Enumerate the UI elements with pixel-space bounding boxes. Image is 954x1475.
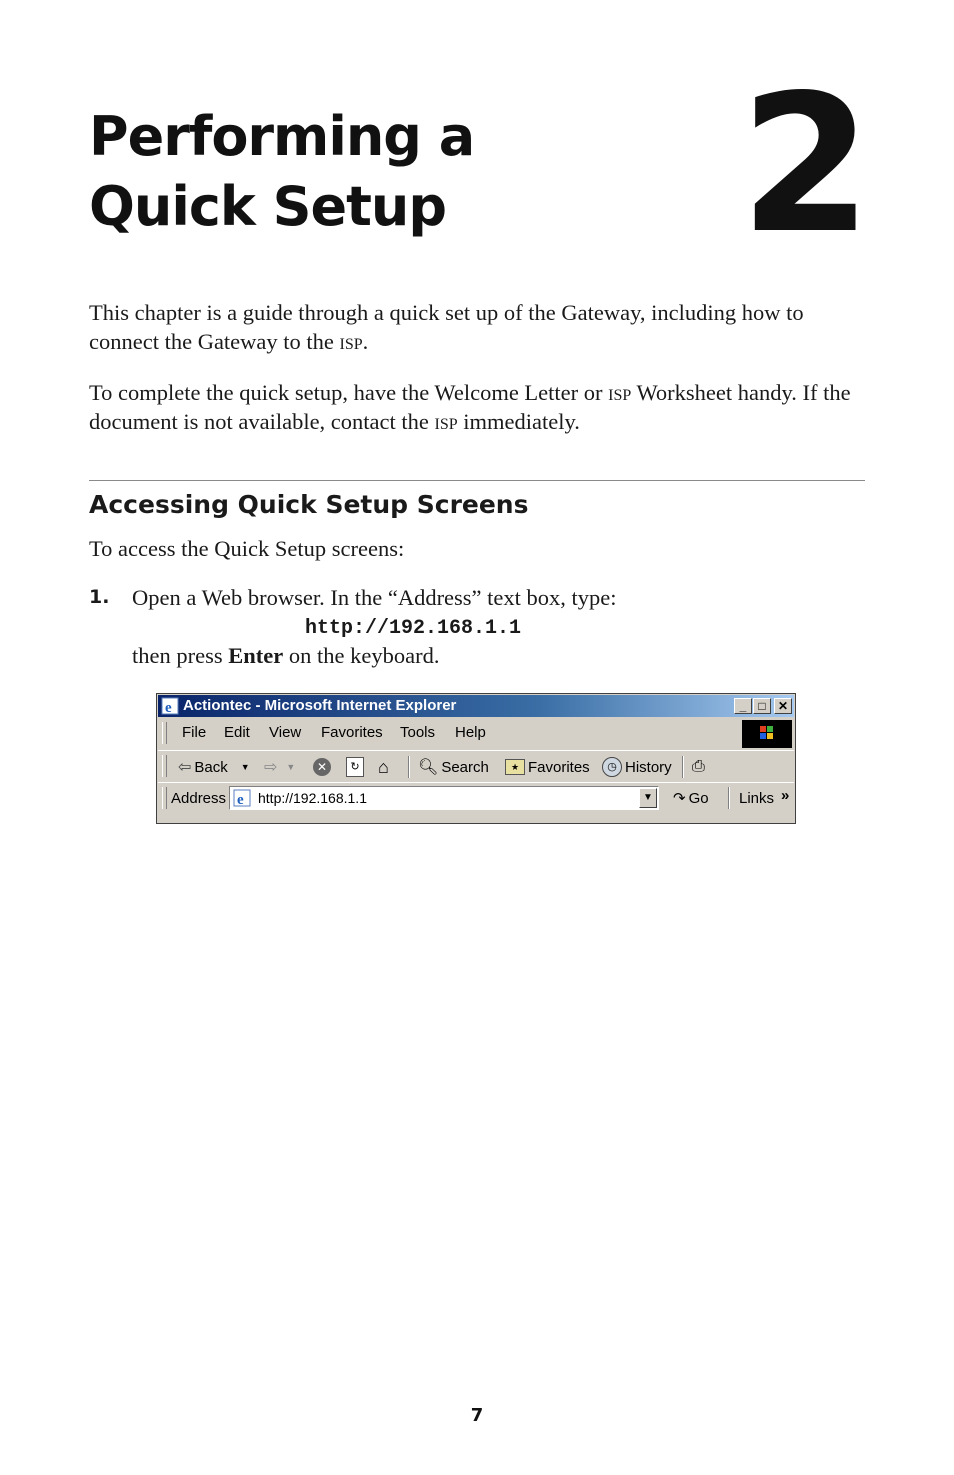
section-lead: To access the Quick Setup screens:	[89, 536, 405, 561]
chevron-down-icon: ▼	[240, 762, 250, 772]
intro-p1-end: .	[362, 329, 369, 354]
svg-text:e: e	[237, 792, 244, 807]
toolbar-grip	[162, 722, 167, 744]
chevron-down-icon[interactable]: ▼	[639, 788, 657, 808]
chapter-title	[89, 102, 474, 242]
intro-p2-text-b: Worksheet handy. If the document is not available, contact the	[89, 380, 851, 434]
step-number: 1.	[89, 586, 110, 608]
chevron-down-icon: ▼	[286, 762, 296, 772]
section-divider	[89, 480, 865, 481]
browser-window-screenshot	[156, 693, 796, 824]
back-button[interactable]	[178, 756, 250, 778]
menu-file[interactable]: File	[182, 724, 207, 741]
toolbar-separator	[408, 756, 410, 778]
refresh-button[interactable]	[346, 756, 364, 778]
ie-logo-icon	[161, 697, 179, 715]
intro-paragraph-1	[89, 298, 864, 356]
stop-button[interactable]	[313, 756, 331, 778]
menu-bar	[158, 718, 794, 748]
toolbar-grip	[162, 755, 167, 777]
isp-abbr: isp	[608, 380, 632, 405]
step-1-text-b: on the keyboard.	[283, 643, 440, 668]
menu-tools[interactable]: Tools	[400, 724, 436, 741]
menu-help[interactable]: Help	[455, 724, 486, 741]
history-icon: ◷	[602, 757, 622, 777]
maximize-icon[interactable]: □	[753, 698, 771, 714]
history-button[interactable]	[602, 756, 672, 778]
intro-p2-text-a: To complete the quick setup, have the Welcome Letter or	[89, 380, 609, 405]
intro-p2-text-c: immediately.	[457, 409, 580, 434]
menu-favorites[interactable]: Favorites	[321, 724, 383, 741]
standard-toolbar	[158, 750, 794, 781]
print-button[interactable]	[692, 756, 705, 778]
isp-abbr: isp	[434, 409, 458, 434]
search-icon: 🔍︎	[418, 759, 439, 776]
section-heading: Accessing Quick Setup Screens	[89, 490, 529, 519]
links-button[interactable]	[739, 787, 789, 809]
address-input[interactable]	[229, 786, 659, 810]
close-icon[interactable]: ✕	[774, 698, 792, 714]
chapter-title-line-2: Quick Setup	[89, 175, 447, 238]
address-value: http://192.168.1.1	[258, 790, 367, 806]
intro-paragraph-2	[89, 378, 864, 436]
go-arrow-icon: ↷	[673, 790, 686, 807]
page-icon	[233, 789, 251, 807]
toolbar-separator	[682, 756, 684, 778]
links-label: Links	[739, 789, 775, 807]
address-bar	[158, 782, 794, 813]
address-label: Address	[171, 790, 227, 807]
menu-view[interactable]: View	[269, 724, 302, 741]
back-arrow-icon: ⇦	[178, 759, 192, 776]
chevron-more-icon: »	[781, 786, 790, 804]
go-button[interactable]	[673, 787, 709, 809]
forward-button[interactable]	[264, 756, 295, 778]
step-1-continuation	[132, 643, 439, 669]
chapter-number: 2	[739, 54, 866, 275]
step-1-instruction: Open a Web browser. In the “Address” text box, type:	[132, 585, 617, 610]
menu-edit[interactable]: Edit	[224, 724, 250, 741]
printer-icon: ⎙	[692, 758, 705, 775]
window-title: Actiontec - Microsoft Internet Explorer	[183, 697, 457, 714]
favorites-button[interactable]	[505, 756, 590, 778]
search-label: Search	[441, 758, 489, 776]
forward-arrow-icon: ⇨	[264, 759, 278, 776]
history-label: History	[625, 758, 672, 776]
home-button[interactable]	[378, 756, 389, 778]
step-1-text-a: then press	[132, 643, 229, 668]
svg-text:e: e	[165, 700, 172, 715]
back-label: Back	[194, 758, 228, 776]
search-button[interactable]	[418, 756, 489, 778]
chapter-title-line-1: Performing a	[89, 105, 475, 168]
favorites-label: Favorites	[528, 758, 590, 776]
favorites-folder-icon: ★	[505, 759, 525, 775]
enter-key-label: Enter	[228, 643, 284, 668]
isp-abbr: isp	[339, 329, 363, 354]
minimize-icon[interactable]: _	[734, 698, 752, 714]
page-number: 7	[470, 1405, 484, 1426]
intro-p1-text: This chapter is a guide through a quick set up of the Gateway, including how to connect the Gateway to the	[89, 300, 804, 354]
toolbar-separator	[728, 787, 730, 809]
stop-icon: ✕	[313, 758, 331, 776]
home-icon: ⌂	[378, 756, 389, 777]
windows-logo-icon	[742, 720, 792, 748]
step-1-url: http://192.168.1.1	[305, 617, 522, 640]
refresh-icon: ↻	[346, 757, 364, 777]
go-label: Go	[688, 789, 709, 807]
title-bar	[158, 695, 794, 717]
toolbar-grip	[162, 787, 167, 809]
